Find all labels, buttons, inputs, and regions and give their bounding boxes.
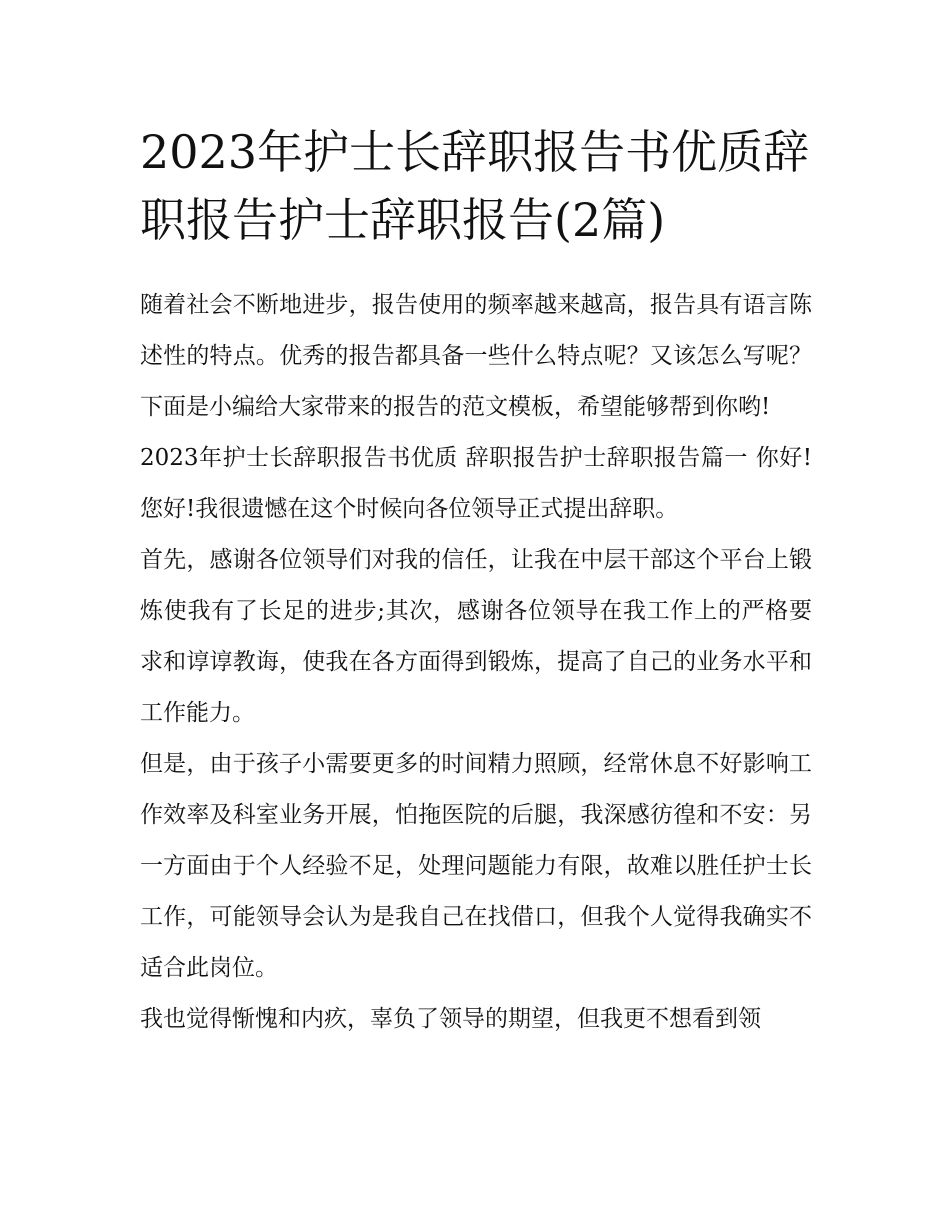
paragraph-intro: 随着社会不断地进步，报告使用的频率越来越高，报告具有语言陈述性的特点。优秀的报告都具备一些什么特点呢？又该怎么写呢？下面是小编给大家带来的报告的范文模板，希望能够帮到你哟! [140, 292, 812, 420]
document-body [140, 118, 812, 1045]
document-title: 2023年护士长辞职报告书优质辞职报告护士辞职报告(2篇) [140, 125, 810, 247]
paragraph-greeting: 2023年护士长辞职报告书优质 辞职报告护士辞职报告篇一 你好! 您好!我很遗憾在这个时候向各位领导正式提出辞职。 [140, 445, 812, 522]
paragraph-thanks: 首先，感谢各位领导们对我的信任，让我在中层干部这个平台上锻炼使我有了长足的进步;其次，感谢各位领导在我工作上的严格要求和谆谆教诲，使我在各方面得到锻炼，提高了自己的业务水平和工作能力。 [140, 547, 812, 726]
paragraph-apology: 我也觉得惭愧和内疚，辜负了领导的期望，但我更不想看到领 [140, 1006, 761, 1032]
paragraph-reasons: 但是，由于孩子小需要更多的时间精力照顾，经常休息不好影响工作效率及科室业务开展，怕拖医院的后腿，我深感彷徨和不安：另一方面由于个人经验不足，处理问题能力有限，故难以胜任护士长工作，可能领导会认为是我自己在找借口，但我个人觉得我确实不适合此岗位。 [140, 751, 812, 981]
